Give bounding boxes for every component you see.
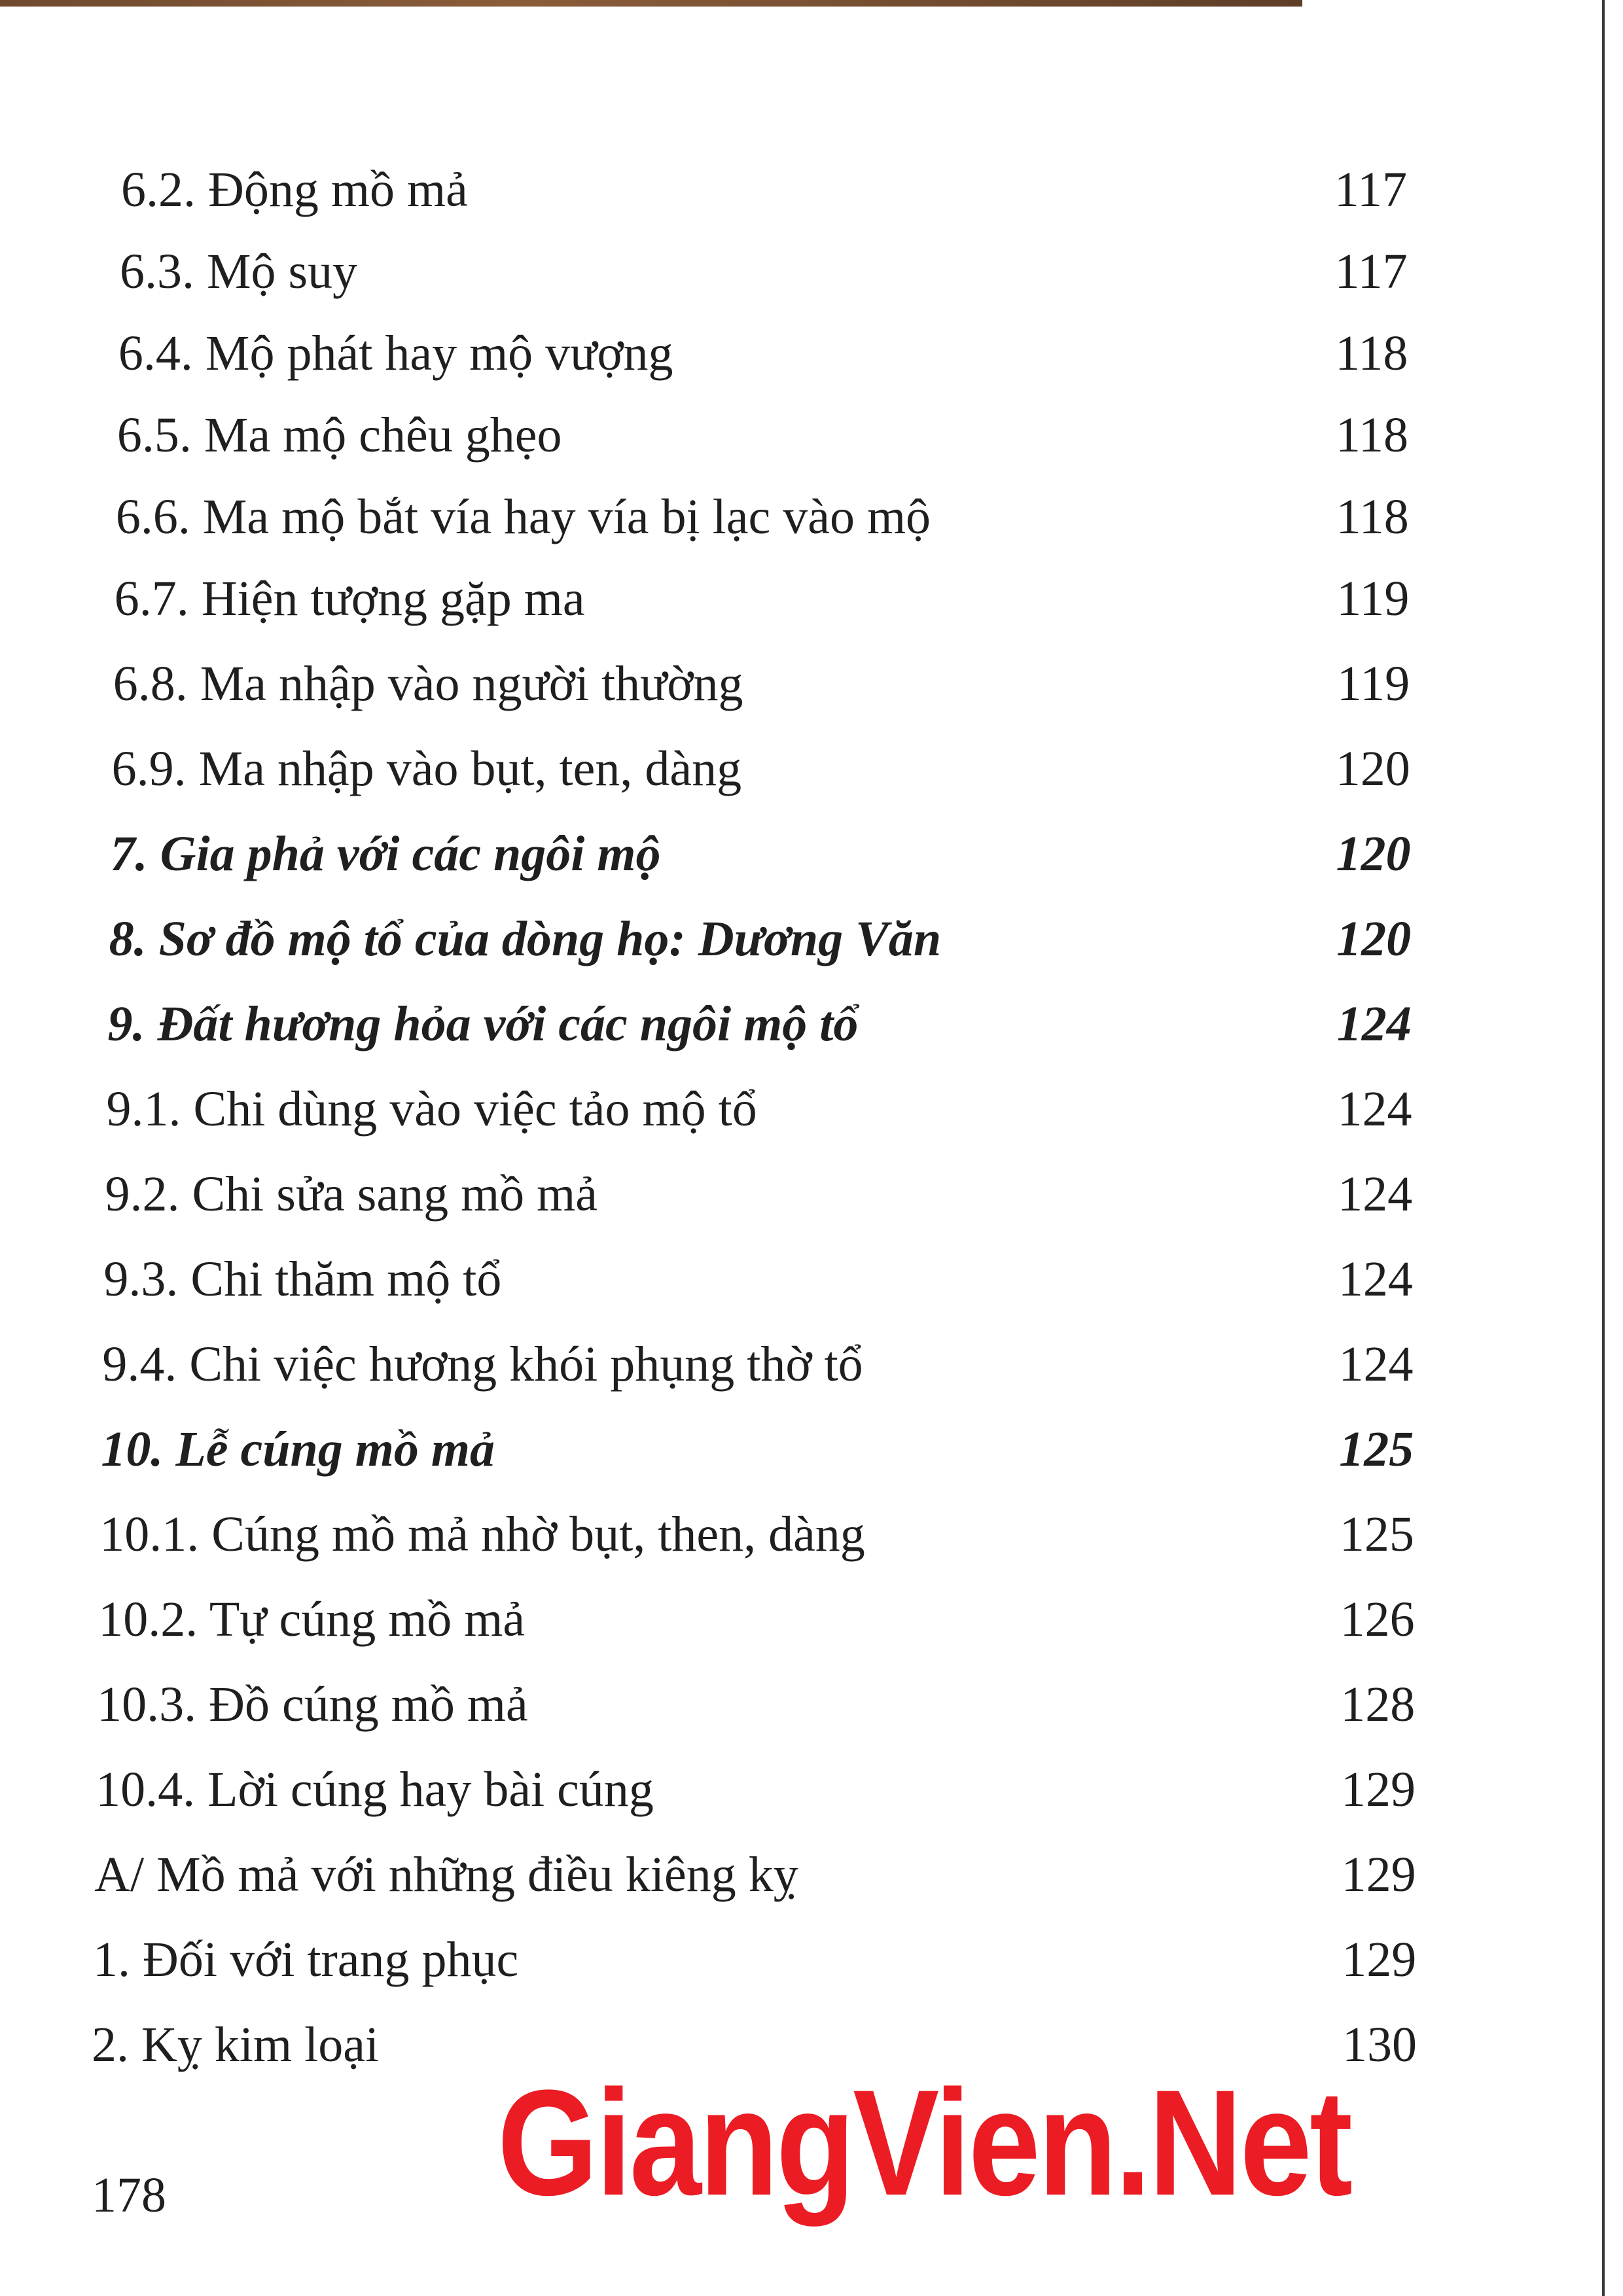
toc-entry xyxy=(99,1498,1414,1570)
toc-entry-page: 124 xyxy=(1338,1252,1413,1307)
toc-entry xyxy=(117,399,1408,471)
toc-entry xyxy=(112,733,1410,805)
toc-entry-title: 9.3. Chi thăm mộ tổ xyxy=(103,1252,502,1307)
toc-entry xyxy=(111,818,1411,890)
toc-entry-title: 1. Đối với trang phục xyxy=(93,1932,519,1987)
toc-entry-page: 117 xyxy=(1334,162,1407,217)
toc-entry-title: 8. Sơ đồ mộ tổ của dòng họ: Dương Văn xyxy=(109,911,942,966)
watermark-logo: GiangVien.Net xyxy=(497,2058,1351,2227)
toc-entry xyxy=(120,236,1408,308)
toc-entry-page: 129 xyxy=(1340,1762,1416,1817)
toc-entry-page: 126 xyxy=(1340,1592,1415,1647)
toc-entry xyxy=(115,563,1410,635)
toc-entry xyxy=(107,1073,1412,1145)
toc-entry-title: 6.3. Mộ suy xyxy=(119,244,358,299)
toc-entry-title: 9.2. Chi sửa sang mồ mả xyxy=(105,1167,598,1222)
toc-entry xyxy=(113,648,1410,720)
toc-entry-title: 9. Đất hương hỏa với các ngôi mộ tổ xyxy=(107,997,859,1051)
toc-entry-page: 124 xyxy=(1337,1082,1412,1137)
toc-entry xyxy=(103,1243,1412,1315)
toc-entry-page: 128 xyxy=(1340,1677,1416,1732)
toc-entry xyxy=(118,317,1408,389)
page-number: 178 xyxy=(92,2168,166,2223)
toc-entry-title: 6.9. Ma nhập vào bụt, ten, dàng xyxy=(111,741,742,796)
toc-entry xyxy=(96,1754,1416,1826)
toc-entry-page: 118 xyxy=(1335,408,1409,463)
toc-entry-title: 2. Kỵ kim loại xyxy=(92,2017,380,2072)
toc-entry xyxy=(93,1924,1416,1996)
toc-entry xyxy=(121,154,1407,226)
toc-entry-title: 6.4. Mộ phát hay mộ vượng xyxy=(118,326,673,381)
toc-entry-page: 124 xyxy=(1338,1167,1413,1222)
toc-entry-title: 10.2. Tự cúng mồ mả xyxy=(98,1592,526,1647)
toc-entry-page: 120 xyxy=(1336,826,1411,881)
toc-entry-page: 119 xyxy=(1336,571,1410,626)
toc-entry xyxy=(101,1413,1414,1485)
toc-entry-title: A/ Mồ mả với những điều kiêng kỵ xyxy=(94,1847,798,1902)
toc-entry xyxy=(98,1583,1414,1655)
toc-entry-title: 10.1. Cúng mồ mả nhờ bụt, then, dàng xyxy=(99,1507,865,1562)
toc-entry-page: 125 xyxy=(1339,1507,1414,1562)
toc-entry-page: 120 xyxy=(1335,741,1410,796)
toc-entry xyxy=(116,481,1409,553)
toc-entry-page: 124 xyxy=(1338,1337,1414,1392)
toc-entry xyxy=(97,1669,1415,1740)
toc-entry-page: 129 xyxy=(1342,1932,1417,1987)
toc-entry-title: 6.5. Ma mộ chêu ghẹo xyxy=(116,408,562,463)
toc-entry-title: 6.8. Ma nhập vào người thường xyxy=(113,656,743,711)
toc-entry-page: 119 xyxy=(1336,656,1410,711)
toc-entry-title: 10.4. Lời cúng hay bài cúng xyxy=(96,1762,654,1817)
toc-entry-page: 130 xyxy=(1342,2017,1417,2072)
toc-entry xyxy=(102,1328,1413,1400)
toc-entry-page: 117 xyxy=(1334,244,1408,299)
toc-entry-page: 124 xyxy=(1336,997,1412,1051)
toc-entry-title: 7. Gia phả với các ngôi mộ xyxy=(110,826,661,881)
toc-entry xyxy=(108,988,1412,1060)
toc-entry xyxy=(109,903,1412,975)
toc-entry-title: 9.1. Chi dùng vào việc tảo mộ tổ xyxy=(106,1082,757,1137)
toc-entry-page: 118 xyxy=(1336,489,1409,544)
toc-entry xyxy=(105,1158,1412,1230)
toc-entry-title: 6.2. Động mồ mả xyxy=(121,162,468,217)
toc-entry-page: 129 xyxy=(1341,1847,1416,1902)
toc-entry xyxy=(94,1839,1416,1911)
toc-entry-title: 10. Lễ cúng mồ mả xyxy=(101,1422,495,1477)
toc-entry-title: 10.3. Đồ cúng mồ mả xyxy=(97,1677,528,1732)
toc-entry-title: 6.6. Ma mộ bắt vía hay vía bị lạc vào mộ xyxy=(115,489,931,544)
toc-entry-page: 125 xyxy=(1339,1422,1414,1477)
toc-entry-title: 6.7. Hiện tượng gặp ma xyxy=(114,571,585,626)
toc-entry-page: 118 xyxy=(1335,326,1408,381)
toc-entry-page: 120 xyxy=(1336,911,1412,966)
toc-entry-title: 9.4. Chi việc hương khói phụng thờ tổ xyxy=(102,1337,863,1392)
